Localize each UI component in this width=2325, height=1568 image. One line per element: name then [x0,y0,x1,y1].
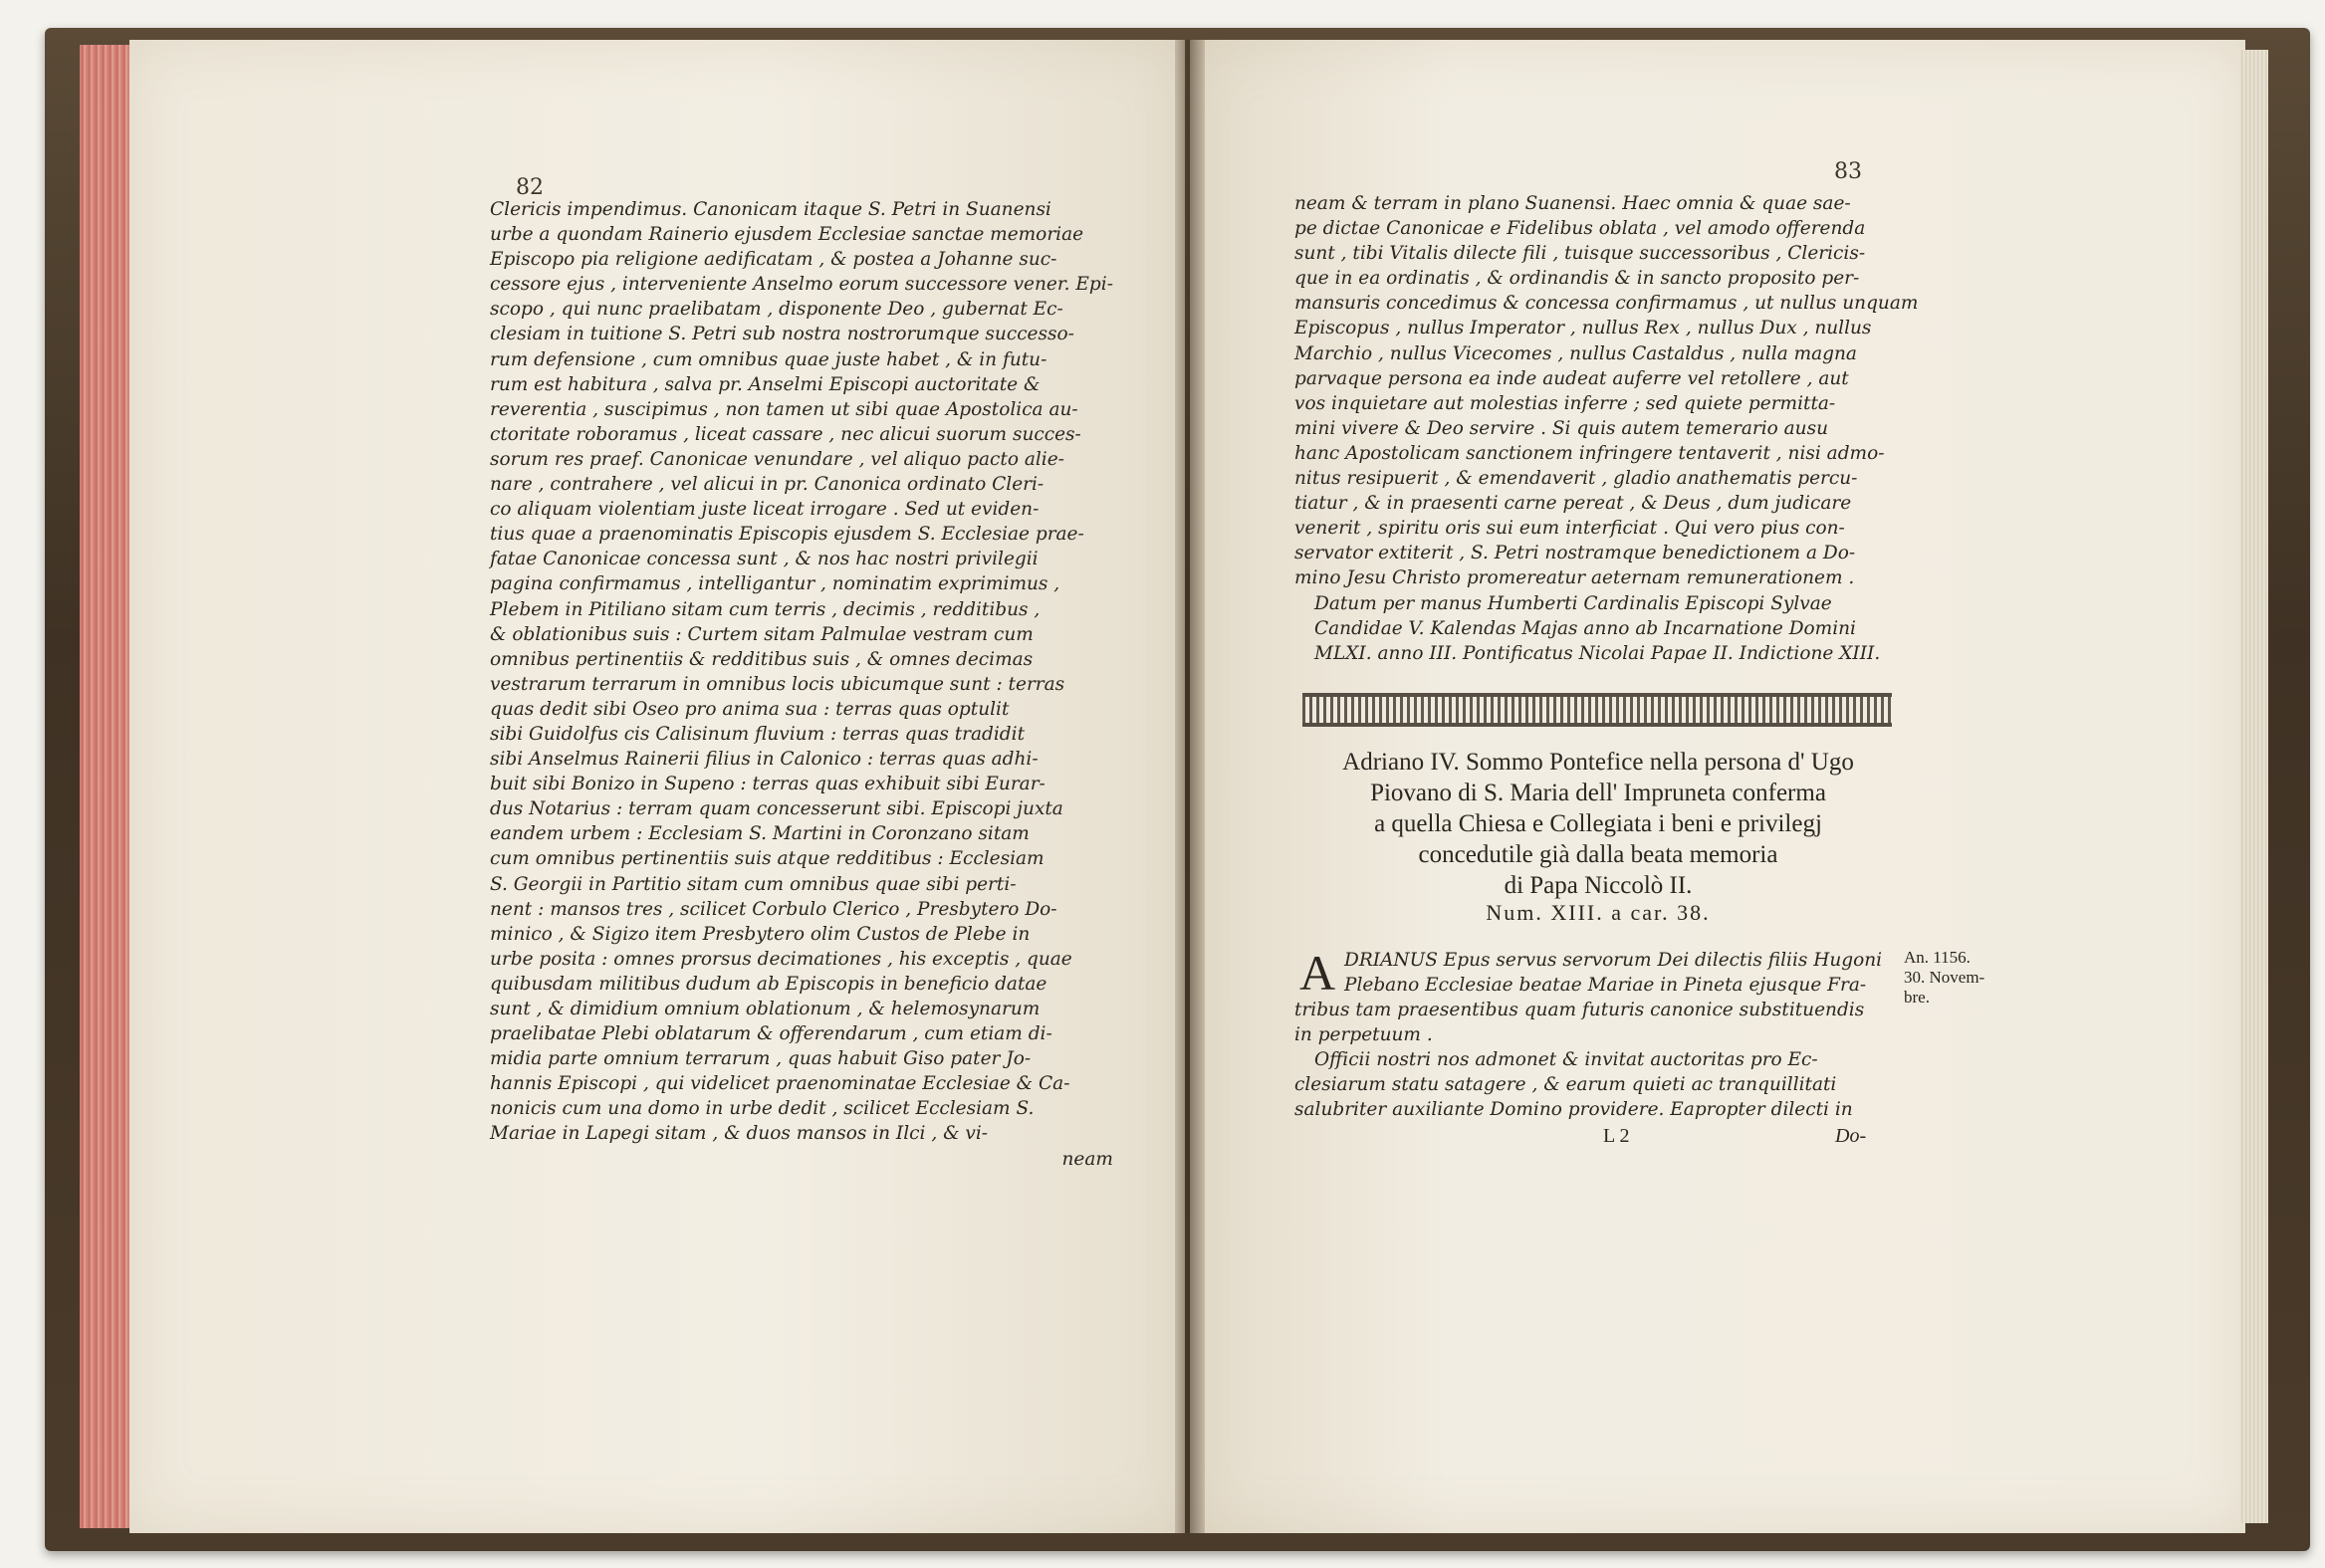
left-page-edges [80,45,131,1528]
text-line: Episcopus , nullus Imperator , nullus Rex , nullus Dux , nullus [1294,318,1872,339]
text-line: rum est habitura , salva pr. Anselmi Episcopi auctoritate & [490,373,1041,395]
text-line: nare , contrahere , vel alicui in pr. Canonica ordinato Cleri- [490,474,1045,496]
text-line: & oblationibus suis : Curtem sitam Palmulae vestram cum [490,623,1034,645]
text-line: reverentia , suscipimus , non tamen ut sibi quae Apostolica au- [490,398,1078,420]
text-line: co aliquam violentiam juste liceat irrogare . Sed ut eviden- [490,499,1040,521]
right-page-edges [2240,50,2268,1523]
book-gutter [1175,40,1205,1533]
bull-opening [1344,948,1882,998]
heading-line: concedutile già dalla beata memoria [1418,841,1778,868]
text-line: servator extiterit , S. Petri nostramque benedictionem a Do- [1294,543,1856,564]
text-line: nent : mansos tres , scilicet Corbulo Clerico , Presbytero Do- [490,898,1057,920]
text-line: pagina confirmamus , intelligantur , nominatim exprimimus , [490,573,1060,595]
text-line: que in ea ordinatis , & ordinandis & in sancto proposito per- [1294,268,1860,290]
text-line: tribus tam praesentibus quam futuris canonice substituendis [1294,1000,1865,1020]
text-line: pe dictae Canonicae e Fidelibus oblata , vel amodo offerenda [1294,218,1866,240]
text-line: Marchio , nullus Vicecomes , nullus Castaldus , nulla magna [1294,342,1857,364]
margin-note-line: 30. Novem- [1904,968,1985,987]
text-line: DRIANUS Epus servus servorum Dei dilectis filiis Hugoni [1344,950,1883,971]
datum-line: Candidae V. Kalendas Majas anno ab Incarnatione Domini [1314,617,1856,639]
text-line: minico , & Sigizo item Presbytero olim Custos de Plebe in [490,923,1031,945]
text-line: Plebano Ecclesiae beatae Mariae in Pineta ejusque Fra- [1344,975,1867,997]
text-line: urbe posita : omnes prorsus decimationes , his exceptis , quae [490,948,1072,970]
text-line: hanc Apostolicam sanctionem infringere tentaverit , nisi admo- [1294,442,1885,464]
signature-mark: L 2 [1603,1125,1630,1147]
text-line: mansuris concedimus & concessa confirmamus , ut nullus unquam [1294,293,1919,315]
document-heading [1294,747,1902,901]
text-line: Plebem in Pitiliano sitam cum terris , decimis , redditibus , [490,598,1041,620]
text-line: ctoritate roboramus , liceat cassare , nec alicui suorum succes- [490,423,1081,445]
bull-continuation [1294,998,1864,1122]
text-line: clesiarum statu satagere , & earum quieti ac tranquillitati [1294,1074,1837,1096]
left-page-text [490,197,1113,1172]
right-page-text [1294,191,1918,666]
text-line: sunt , & dimidium omnium oblationum , & helemosynarum [490,999,1041,1019]
text-line: tius quae a praenominatis Episcopis ejusdem S. Ecclesiae prae- [490,524,1084,546]
text-line: tiatur , & in praesenti carne pereat , & Deus , dum judicare [1294,493,1852,515]
text-line: Officii nostri nos admonet & invitat auctoritas pro Ec- [1314,1049,1818,1071]
text-line: sorum res praef. Canonicae venundare , vel aliquo pacto alie- [490,448,1064,470]
text-line: scopo , qui nunc praelibatam , disponente Deo , gubernat Ec- [490,299,1063,321]
heading-line: Piovano di S. Maria dell' Impruneta conferma [1370,780,1826,806]
text-line: salubriter auxiliante Domino providere. Eapropter dilecti in [1294,1099,1853,1121]
page-number-right: 83 [1834,159,1862,184]
text-line: rum defensione , cum omnibus quae juste habet , & in futu- [490,348,1047,370]
text-line: clesiam in tuitione S. Petri sub nostra nostrorumque successo- [490,324,1074,345]
text-line: quibusdam militibus dudum ab Episcopis in beneficio datae [490,973,1047,995]
ornamental-divider [1302,693,1892,727]
text-line: venerit , spiritu oris sui eum interficiat . Qui vero pius con- [1294,518,1845,540]
heading-line: Adriano IV. Sommo Pontefice nella persona d' Ugo [1342,749,1854,776]
text-line: nonicis cum una domo in urbe dedit , scilicet Ecclesiam S. [490,1098,1035,1120]
text-line: mini vivere & Deo servire . Si quis autem temerario ausu [1294,417,1828,439]
datum-line: MLXI. anno III. Pontificatus Nicolai Papae II. Indictione XIII. [1314,642,1881,664]
catchword-left: neam [1061,1148,1113,1170]
margin-date-note [1904,948,1984,1008]
text-line: eandem urbem : Ecclesiam S. Martini in Coronzano sitam [490,823,1030,845]
text-line: cum omnibus pertinentiis suis atque redditibus : Ecclesiam [490,848,1045,870]
text-line: buit sibi Bonizo in Supeno : terras quas exhibuit sibi Eurar- [490,774,1046,795]
document-number: Num. XIII. a car. 38. [1486,900,1711,925]
text-line: hannis Episcopi , qui videlicet praenominatae Ecclesiae & Ca- [490,1073,1070,1095]
text-line: nitus resipuerit , & emendaverit , gladio anathematis percu- [1294,468,1858,490]
text-line: in perpetuum . [1294,1024,1433,1046]
text-line: sunt , tibi Vitalis dilecte fili , tuisque successoribus , Clericis- [1294,243,1866,265]
text-line: quas dedit sibi Oseo pro anima sua : terras quas optulit [490,698,1010,720]
text-line: Mariae in Lapegi sitam , & duos mansos in Ilci , & vi- [490,1123,989,1145]
catchword-right: Do- [1835,1125,1867,1147]
margin-note-line: An. 1156. [1904,948,1971,967]
page-number-left: 82 [516,175,544,200]
text-line: sibi Guidolfus cis Calisinum fluvium : terras quas tradidit [490,723,1025,745]
text-line: neam & terram in plano Suanensi. Haec omnia & quae sae- [1294,193,1851,214]
text-line: Clericis impendimus. Canonicam itaque S. Petri in Suanensi [490,199,1051,220]
text-line: sibi Anselmus Rainerii filius in Calonico : terras quas adhi- [490,749,1039,771]
heading-line: di Papa Niccolò II. [1504,872,1693,899]
datum-line: Datum per manus Humberti Cardinalis Episcopi Sylvae [1314,592,1832,614]
text-line: mino Jesu Christo promereatur aeternam remunerationem . [1294,567,1855,589]
text-line: praelibatae Plebi oblatarum & offerendarum , cum etiam di- [490,1023,1052,1045]
text-line: cessore ejus , interveniente Anselmo eorum successore vener. Epi- [490,274,1113,296]
heading-line: a quella Chiesa e Collegiata i beni e privilegj [1374,810,1822,837]
text-line: fatae Canonicae concessa sunt , & nos hac nostri privilegii [490,549,1039,570]
text-line: vestrarum terrarum in omnibus locis ubicumque sunt : terras [490,673,1065,695]
text-line: S. Georgii in Partitio sitam cum omnibus quae sibi perti- [490,873,1017,895]
text-line: midia parte omnium terrarum , quas habuit Giso pater Jo- [490,1048,1032,1070]
text-line: Episcopo pia religione aedificatam , & postea a Johanne suc- [490,249,1057,271]
text-line: dus Notarius : terram quam concesserunt sibi. Episcopi juxta [490,798,1063,820]
drop-cap: A [1299,945,1336,1001]
margin-note-line: bre. [1904,988,1930,1007]
text-line: vos inquietare aut molestias inferre ; sed quiete permitta- [1294,392,1836,414]
text-line: parvaque persona ea inde audeat auferre vel retollere , aut [1294,367,1849,389]
text-line: urbe a quondam Rainerio ejusdem Ecclesiae sanctae memoriae [490,224,1084,246]
text-line: omnibus pertinentiis & redditibus suis , & omnes decimas [490,648,1034,670]
